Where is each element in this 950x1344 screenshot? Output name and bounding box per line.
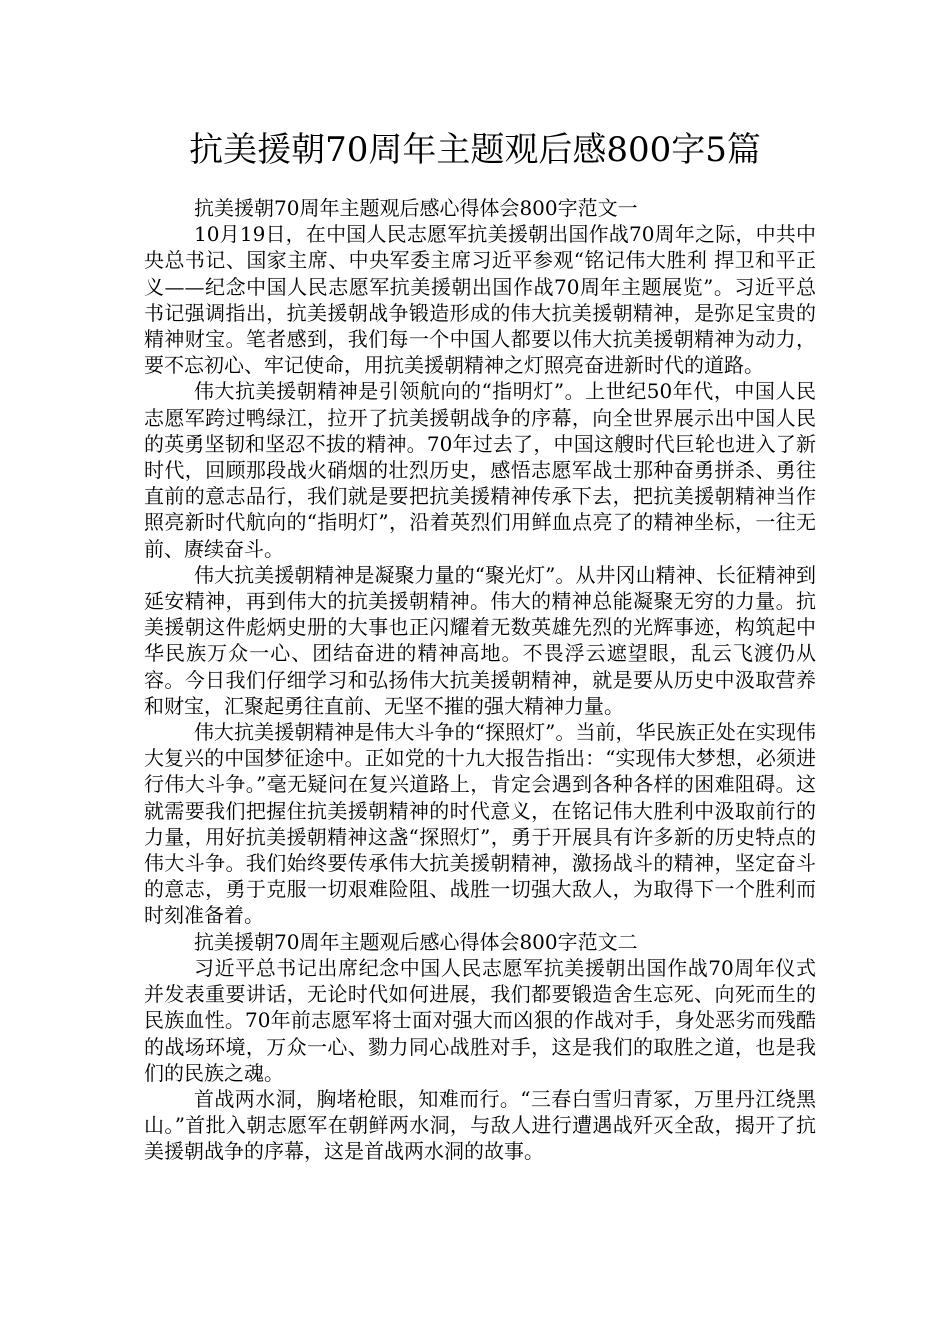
document-body — [144, 195, 816, 1165]
document-title: 抗美援朝70周年主题观后感800字5篇 — [189, 130, 761, 170]
paragraph: 习近平总书记出席纪念中国人民志愿军抗美援朝出国作战70周年仪式并发表重要讲话，无论时代如何进展，我们都要锻造舍生忘死、向死而生的民族血性。70年前志愿军将士面对强大而凶狠的作战对手，身处恶劣而残酷的战场环境，万众一心、勠力同心战胜对手，这是我们的取胜之道，也是我们的民族之魂。 — [144, 955, 816, 1085]
paragraph: 首战两水洞，胸堵枪眼，知难而行。“三春白雪归青冢，万里丹江绕黑山。”首批入朝志愿军在朝鲜两水洞，与敌人进行遭遇战歼灭全敌，揭开了抗美援朝战争的序幕，这是首战两水洞的故事。 — [144, 1086, 816, 1164]
section-heading-2: 抗美援朝70周年主题观后感心得体会800字范文二 — [194, 929, 638, 954]
section-heading-1: 抗美援朝70周年主题观后感心得体会800字范文一 — [194, 196, 638, 220]
paragraph: 伟大抗美援朝精神是凝聚力量的“聚光灯”。从井冈山精神、长征精神到延安精神，再到伟大的抗美援朝精神。伟大的精神总能凝聚无穷的力量。抗美援朝这件彪炳史册的大事也正闪耀着无数英雄先烈的光辉事迹，构筑起中华民族万众一心、团结奋进的精神高地。不畏浮云遮望眼，乱云飞渡仍从容。今日我们仔细学习和弘扬伟大抗美援朝精神，就是要从历史中汲取营养和财宝，汇聚起勇往直前、无坚不摧的强大精神力量。 — [144, 562, 816, 718]
paragraph: 伟大抗美援朝精神是伟大斗争的“探照灯”。当前，华民族正处在实现伟大复兴的中国梦征途中。正如党的十九大报告指出：“实现伟大梦想，必须进行伟大斗争。”毫无疑问在复兴道路上，肯定会遇到各种各样的困难阻碍。这就需要我们把握住抗美援朝精神的时代意义，在铭记伟大胜利中汲取前行的力量，用好抗美援朝精神这盏“探照灯”，勇于开展具有许多新的历史特点的伟大斗争。我们始终要传承伟大抗美援朝精神，激扬战斗的精神，坚定奋斗的意志，勇于克服一切艰难险阻、战胜一切强大敌人，为取得下一个胜利而时刻准备着。 — [144, 720, 816, 928]
paragraph: 伟大抗美援朝精神是引领航向的“指明灯”。上世纪50年代，中国人民志愿军跨过鸭绿江，拉开了抗美援朝战争的序幕，向全世界展示出中国人民的英勇坚韧和坚忍不拔的精神。70年过去了，中国这艘时代巨轮也进入了新时代，回顾那段战火硝烟的壮烈历史，感悟志愿军战士那种奋勇拼杀、勇往直前的意志品行，我们就是要把抗美援精神传承下去，把抗美援朝精神当作照亮新时代航向的“指明灯”，沿着英烈们用鲜血点亮了的精神坐标，一往无前、赓续奋斗。 — [144, 379, 816, 561]
paragraph: 10月19日，在中国人民志愿军抗美援朝出国作战70周年之际，中共中央总书记、国家主席、中央军委主席习近平参观“铭记伟大胜利 捍卫和平正义——纪念中国人民志愿军抗美援朝出国作战70周年主题展览”。习近平总书记强调指出，抗美援朝战争锻造形成的伟大抗美援朝精神，是弥足宝贵的精神财宝。笔者感到，我们每一个中国人都要以伟大抗美援朝精神为动力，要不忘初心、牢记使命，用抗美援朝精神之灯照亮奋进新时代的道路。 — [144, 222, 816, 378]
